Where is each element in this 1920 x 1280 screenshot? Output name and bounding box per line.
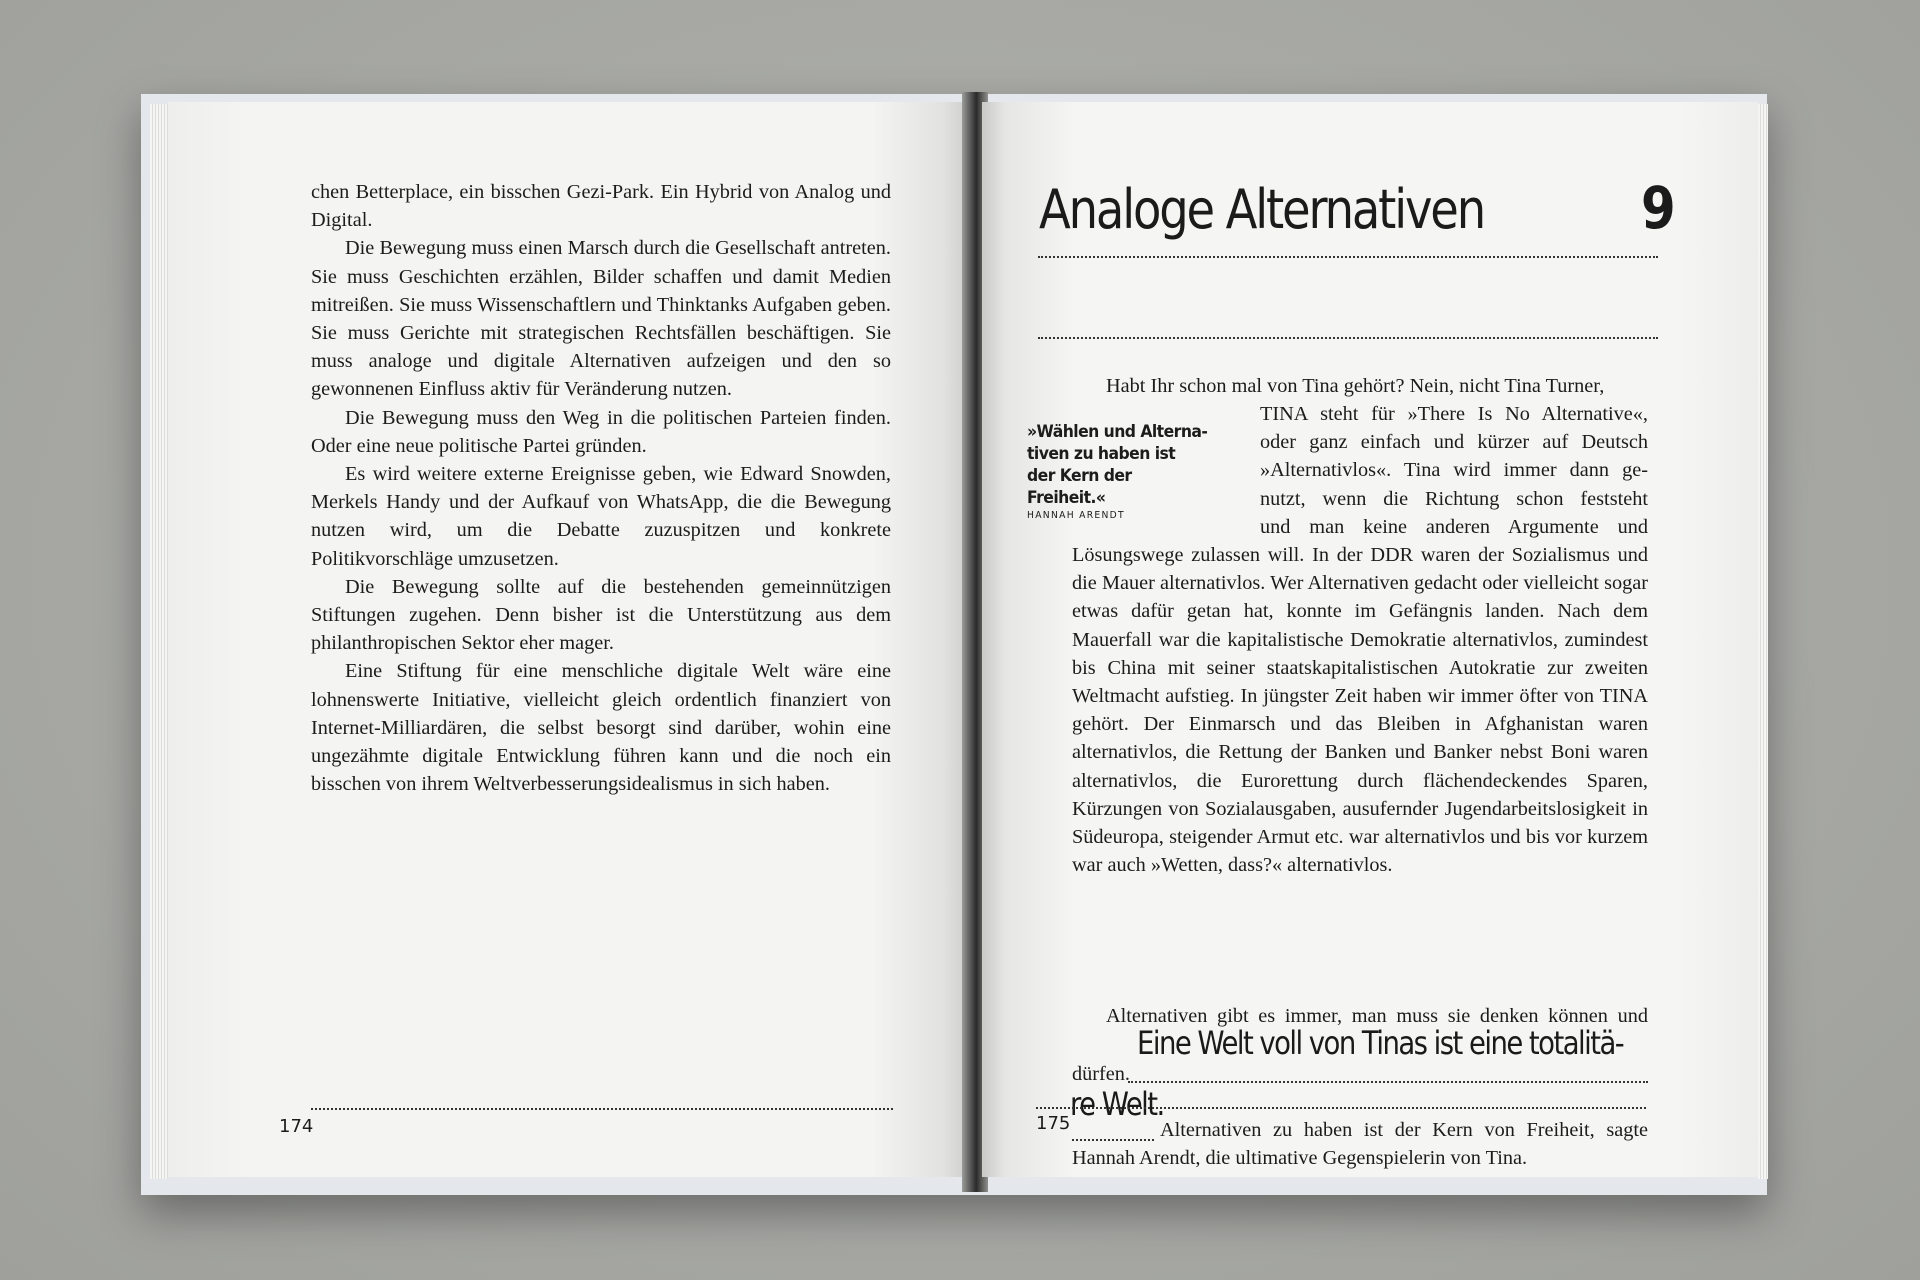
body-line: TINA steht für »There Is No Alternative«, (1260, 403, 1648, 425)
body-line: Hannah Arendt, die ultimative Gegenspielerin von Tina. (1072, 1147, 1528, 1169)
side-quote (1027, 421, 1211, 523)
page-edges-left (150, 104, 168, 1179)
body-line: dürfen. (1072, 1063, 1131, 1085)
body-line: oder ganz einfach und kürzer auf Deutsch (1260, 431, 1648, 454)
body-line: Habt Ihr schon mal von Tina gehört? Nein, nicht Tina Turner, (1106, 375, 1605, 397)
chapter-title: Analoge Alternativen (1039, 178, 1485, 241)
body-line: Alternativen gibt es immer, man muss sie denken können und (1106, 1005, 1648, 1027)
body-line: und man keine anderen Argumente und (1260, 515, 1648, 538)
chapter-number: 9 (1641, 174, 1676, 242)
body-line: »Alternativlos«. Tina wird immer dann ge- (1260, 459, 1648, 482)
body-narrow-column (1260, 400, 1648, 541)
title-rule-top (1038, 256, 1658, 258)
page-number-left: 174 (279, 1116, 314, 1137)
body-paragraph: Eine Stiftung für eine menschliche digitale Welt wäre eine lohnenswerte Initiative, vielleicht gleich ordentlich finanziert von Internet-Milliardären, die selbst besorgt sind darüber, wohin eine ungezähmte digitale Entwicklung führen kann und die noch ein bisschen von ihrem Weltverbesserungsidealismus in sich haben. (311, 660, 891, 796)
side-quote-line: »Wählen und Alterna- (1027, 422, 1208, 442)
pull-quote-line: Eine Welt voll von Tinas ist eine totalitä- (1137, 1024, 1624, 1062)
left-footer-rule (311, 1108, 893, 1110)
body-paragraph: Die Bewegung sollte auf die bestehenden gemeinnützigen Stiftungen zugehen. Denn bisher ist die Unterstützung aus dem philanthropischen Sektor eher mager. (311, 575, 891, 655)
side-quote-author: HANNAH ARENDT (1027, 510, 1125, 521)
body-paragraph: Die Bewegung muss den Weg in die politischen Parteien finden. Oder eine neue politische Partei gründen. (311, 406, 891, 457)
right-footer-rule (1036, 1107, 1646, 1109)
side-quote-line: der Kern der Freiheit.« (1027, 466, 1132, 508)
right-page (982, 102, 1758, 1177)
body-paragraph: Es wird weitere externe Ereignisse geben, wie Edward Snowden, Merkels Handy und der Aufkauf von WhatsApp, die die Bewegung nutzen wird, um die Debatte zuzuspitzen und konkrete Politikvorschläge umzusetzen. (311, 463, 891, 570)
body-paragraph: Lösungswege zulassen will. In der DDR waren der Sozialismus und die Mauer alternativlos. Wer Alternativen gedacht oder vielleicht sogar etwas dafür getan hat, konnte im Gefängnis landen. Nach dem Mauerfall war die kapitalistische Demokratie alternativlos, zumindest bis China mit seiner staatskapitalistischen Autokratie zur zweiten Weltmacht aufstieg. In jüngster Zeit haben wir immer öfter von TINA gehört. Der Einmarsch und das Bleiben in Afghanistan waren alternativlos, die Rettung der Banken und Banker nebst Boni waren alternativlos, die Eurorettung durch flächendeckendes Sparen, Kürzungen von Sozialausgaben, ausufernder Jugendarbeitslosigkeit in Südeuropa, steigender Armut etc. war alternativlos und bis vor kurzem war auch »Wetten, dass?« alternativlos. (1072, 544, 1648, 877)
left-page (168, 102, 967, 1177)
body-paragraph: chen Betterplace, ein bisschen Gezi-Park. Ein Hybrid von Analog und Digital. (311, 181, 891, 232)
page-edges-right (1758, 104, 1768, 1179)
pull-quote-line: re Welt. (1070, 1085, 1164, 1123)
body-paragraph: Die Bewegung muss einen Marsch durch die Gesellschaft antreten. Sie muss Geschichten erzählen, Bilder schaffen und damit Medien mitreißen. Sie muss Wissenschaftlern und Thinktanks Aufgaben geben. Sie muss Gerichte mit strategischen Rechtsfällen beschäftigen. Sie muss analoge und digitale Alternativen aufzeigen und den so gewonnenen Einfluss aktiv für Veränderung nutzen. (311, 237, 891, 401)
body-line: nutzt, wenn die Richtung schon feststeht (1260, 487, 1648, 510)
pull-quote-leader (1072, 1139, 1154, 1141)
body-line: Alternativen zu haben ist der Kern von Freiheit, sagte (1160, 1119, 1648, 1141)
left-page-body (311, 178, 891, 798)
side-quote-line: tiven zu haben ist (1027, 444, 1176, 464)
page-number-right: 175 (1036, 1113, 1071, 1134)
pull-quote-leader (1128, 1081, 1648, 1083)
title-rule-bottom (1038, 337, 1658, 339)
